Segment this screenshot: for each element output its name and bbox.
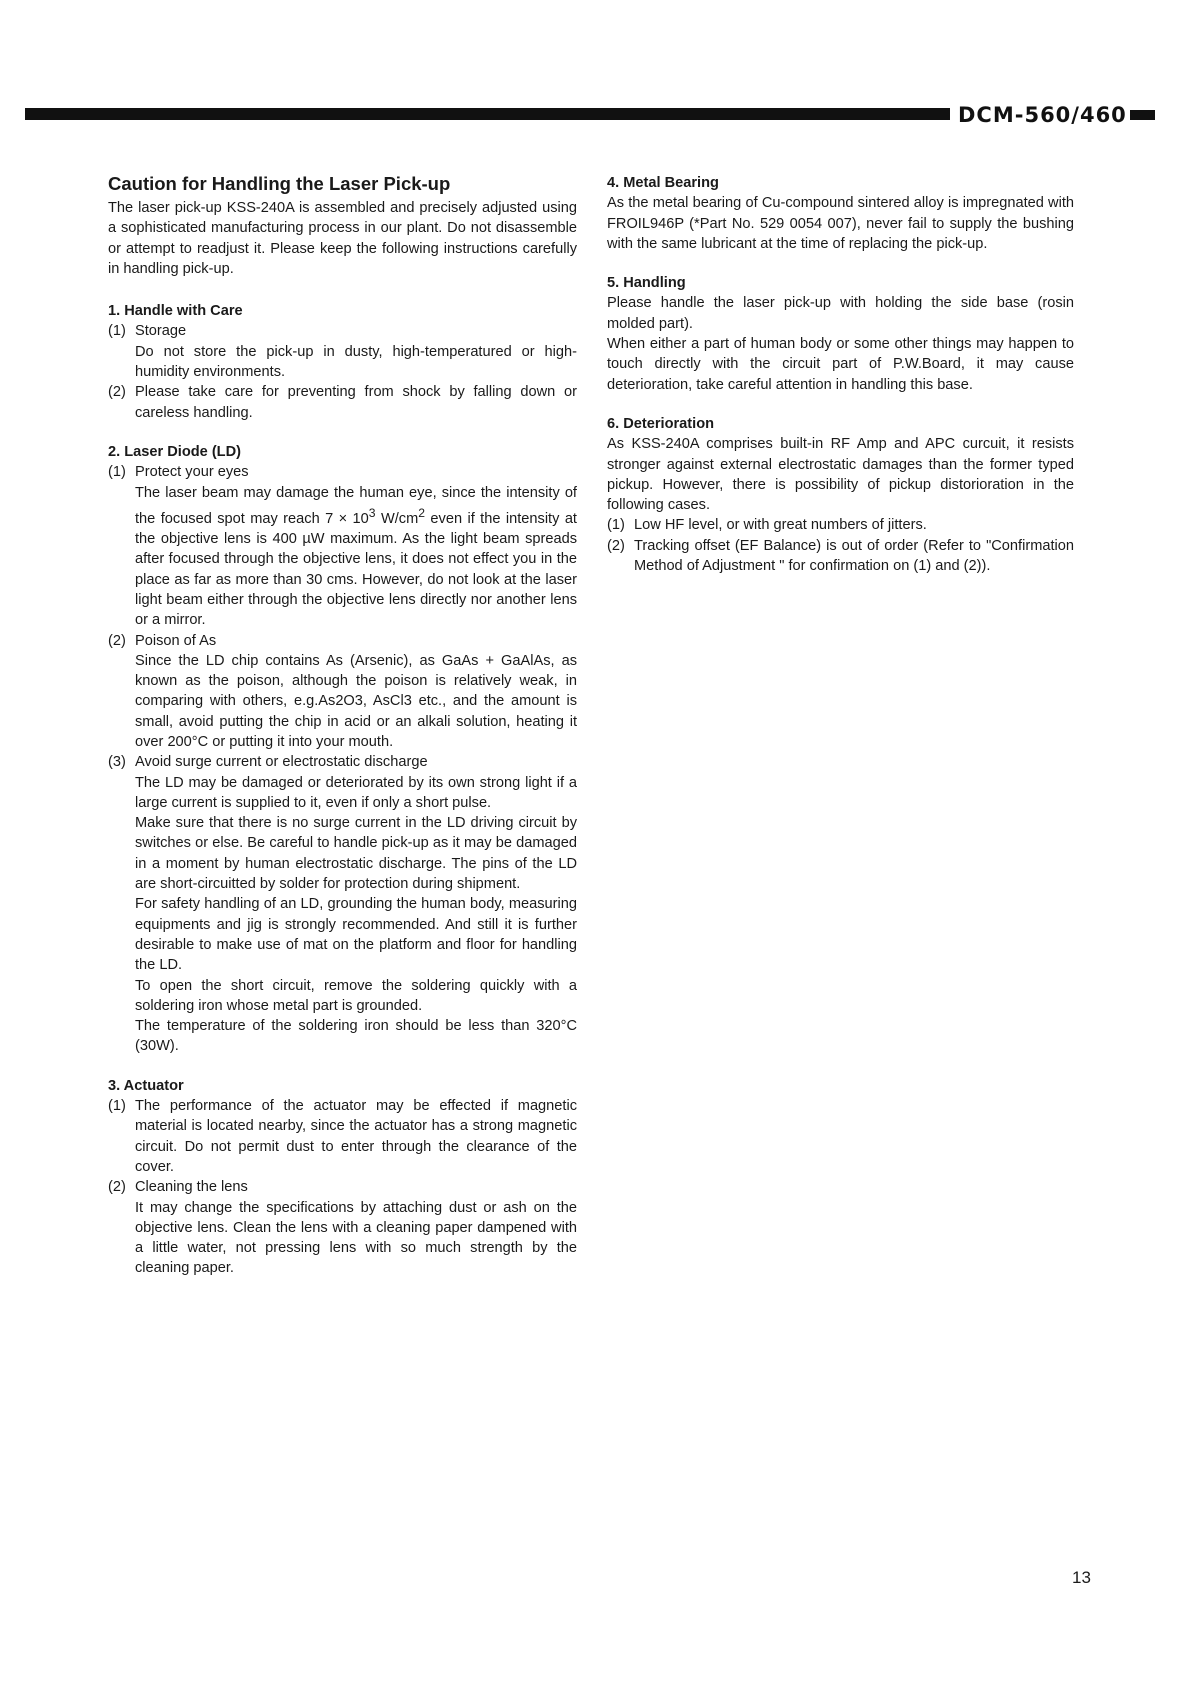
item-number: (2): [108, 1179, 126, 1196]
item-text: Tracking offset (EF Balance) is out of order (Refer to "Confirmation Method of Adjustment " for confirmation on (1) and (2)).: [634, 537, 1074, 575]
section-handling: [607, 273, 1074, 395]
item-text: The laser beam may damage the human eye, since the intensity of the focused spot may reach $7 \times 10^3$ $W/cm^2$ even if the intensity at the objective lens is 400 µW maximum. As the light beam spreads after focused through the objective lens, it does not effect you in the place as far as more than 30 cms. However, do not look at the laser light beam either through the objective lens directly nor another lens or a mirror.: [135, 484, 577, 629]
list-item: [108, 631, 577, 753]
item-number: (1): [108, 464, 126, 481]
header-rule: [25, 108, 950, 120]
model-title: DCM-560/460: [958, 103, 1127, 127]
list-item: [108, 1177, 577, 1278]
item-text: Do not store the pick-up in dusty, high-temperatured or high-humidity environments.: [135, 343, 577, 381]
section-title: 1. Handle with Care: [108, 303, 243, 320]
section-metal-bearing: [607, 173, 1074, 254]
list-item: [607, 536, 1074, 577]
item-number: (2): [108, 632, 126, 649]
right-column: [607, 173, 1074, 576]
section-text: As KSS-240A comprises built-in RF Amp and APC curcuit, it resists stronger against external electrostatic damages than the former typed pickup. However, there is possibility of pickup distorioration in the following cases.: [607, 436, 1074, 514]
item-number: (3): [108, 754, 126, 771]
section-title: 2. Laser Diode (LD): [108, 443, 241, 460]
item-heading: Poison of As: [135, 632, 217, 649]
item-number: (2): [108, 384, 126, 401]
list-item: [108, 1096, 577, 1177]
section-actuator: [108, 1076, 577, 1279]
item-text: The LD may be damaged or deteriorated by its own strong light if a large current is supplied to it, even if only a short pulse.: [135, 774, 577, 811]
item-number: (1): [108, 323, 126, 340]
item-text: Make sure that there is no surge current in the LD driving circuit by switches or else. Be careful to handle pick-up as it may be damaged in a moment by human electrostatic discharge. The pins of the LD are short-circuitted by solder for protection during shipment.: [135, 815, 577, 893]
item-text: Since the LD chip contains As (Arsenic), as GaAs + GaAlAs, as known as the poison, although the poison is relatively weak, in comparing with others, e.g.As2O3, AsCl3 etc., and the amount is small, avoid putting the chip in acid or an alkali solution, heating it over 200°C or putting it into your mouth.: [135, 652, 577, 750]
section-title: 5. Handling: [607, 275, 686, 292]
list-item: [108, 382, 577, 423]
list-item: [108, 752, 577, 1056]
section-text: When either a part of human body or some other things may happen to touch directly with the circuit part of P.W.Board, it may cause deterioration, take careful attention in handling this base.: [607, 336, 1074, 393]
section-handle-with-care: [108, 301, 577, 423]
item-text: To open the short circuit, remove the soldering quickly with a soldering iron whose metal part is grounded.: [135, 977, 577, 1014]
list-item: [108, 462, 577, 630]
intro-paragraph: The laser pick-up KSS-240A is assembled and precisely adjusted using a sophisticated manufacturing process in our plant. Do not disassemble or attempt to readjust it. Please keep the following instructions carefully in handling pick-up.: [108, 200, 577, 277]
item-heading: Avoid surge current or electrostatic discharge: [135, 754, 428, 771]
section-text: As the metal bearing of Cu-compound sintered alloy is impregnated with FROIL946P (*Part No. 529 0054 007), never fail to supply the bushing with the same lubricant at the time of replacing the pick-up.: [607, 195, 1074, 252]
item-text: The temperature of the soldering iron should be less than 320°C (30W).: [135, 1018, 577, 1055]
section-title: 3. Actuator: [108, 1077, 184, 1094]
item-heading: The performance of the actuator may be effected if magnetic material is located nearby, since the actuator has a strong magnetic circuit. Do not permit dust to enter through the clearance of the cover.: [135, 1098, 577, 1175]
item-text: It may change the specifications by attaching dust or ash on the objective lens. Clean the lens with a cleaning paper dampened with a little water, not pressing lens with so much strength by the cleaning paper.: [135, 1199, 577, 1277]
item-number: (2): [607, 537, 625, 554]
list-item: [108, 321, 577, 382]
item-number: (1): [607, 517, 625, 534]
item-text: For safety handling of an LD, grounding the human body, measuring equipments and jig is strongly recommended. And still it is further desirable to make use of mat on the platform and floor for handling the LD.: [135, 896, 577, 974]
page-number: 13: [1072, 1568, 1091, 1587]
section-text: Please handle the laser pick-up with holding the side base (rosin molded part).: [607, 295, 1074, 332]
item-heading: Protect your eyes: [135, 464, 249, 481]
header-rule-end: [1130, 110, 1155, 120]
section-laser-diode: [108, 442, 577, 1057]
list-item: [607, 515, 1074, 535]
section-title: 4. Metal Bearing: [607, 175, 719, 191]
page-title: Caution for Handling the Laser Pick-up: [108, 173, 451, 194]
section-title: 6. Deterioration: [607, 415, 715, 432]
section-deterioration: [607, 414, 1074, 576]
item-heading: Please take care for preventing from shock by falling down or careless handling.: [135, 384, 577, 421]
item-text: Low HF level, or with great numbers of jitters.: [634, 517, 927, 534]
item-heading: Storage: [135, 323, 187, 340]
item-heading: Cleaning the lens: [135, 1179, 248, 1196]
left-column: [108, 173, 577, 1279]
item-number: (1): [108, 1098, 126, 1115]
